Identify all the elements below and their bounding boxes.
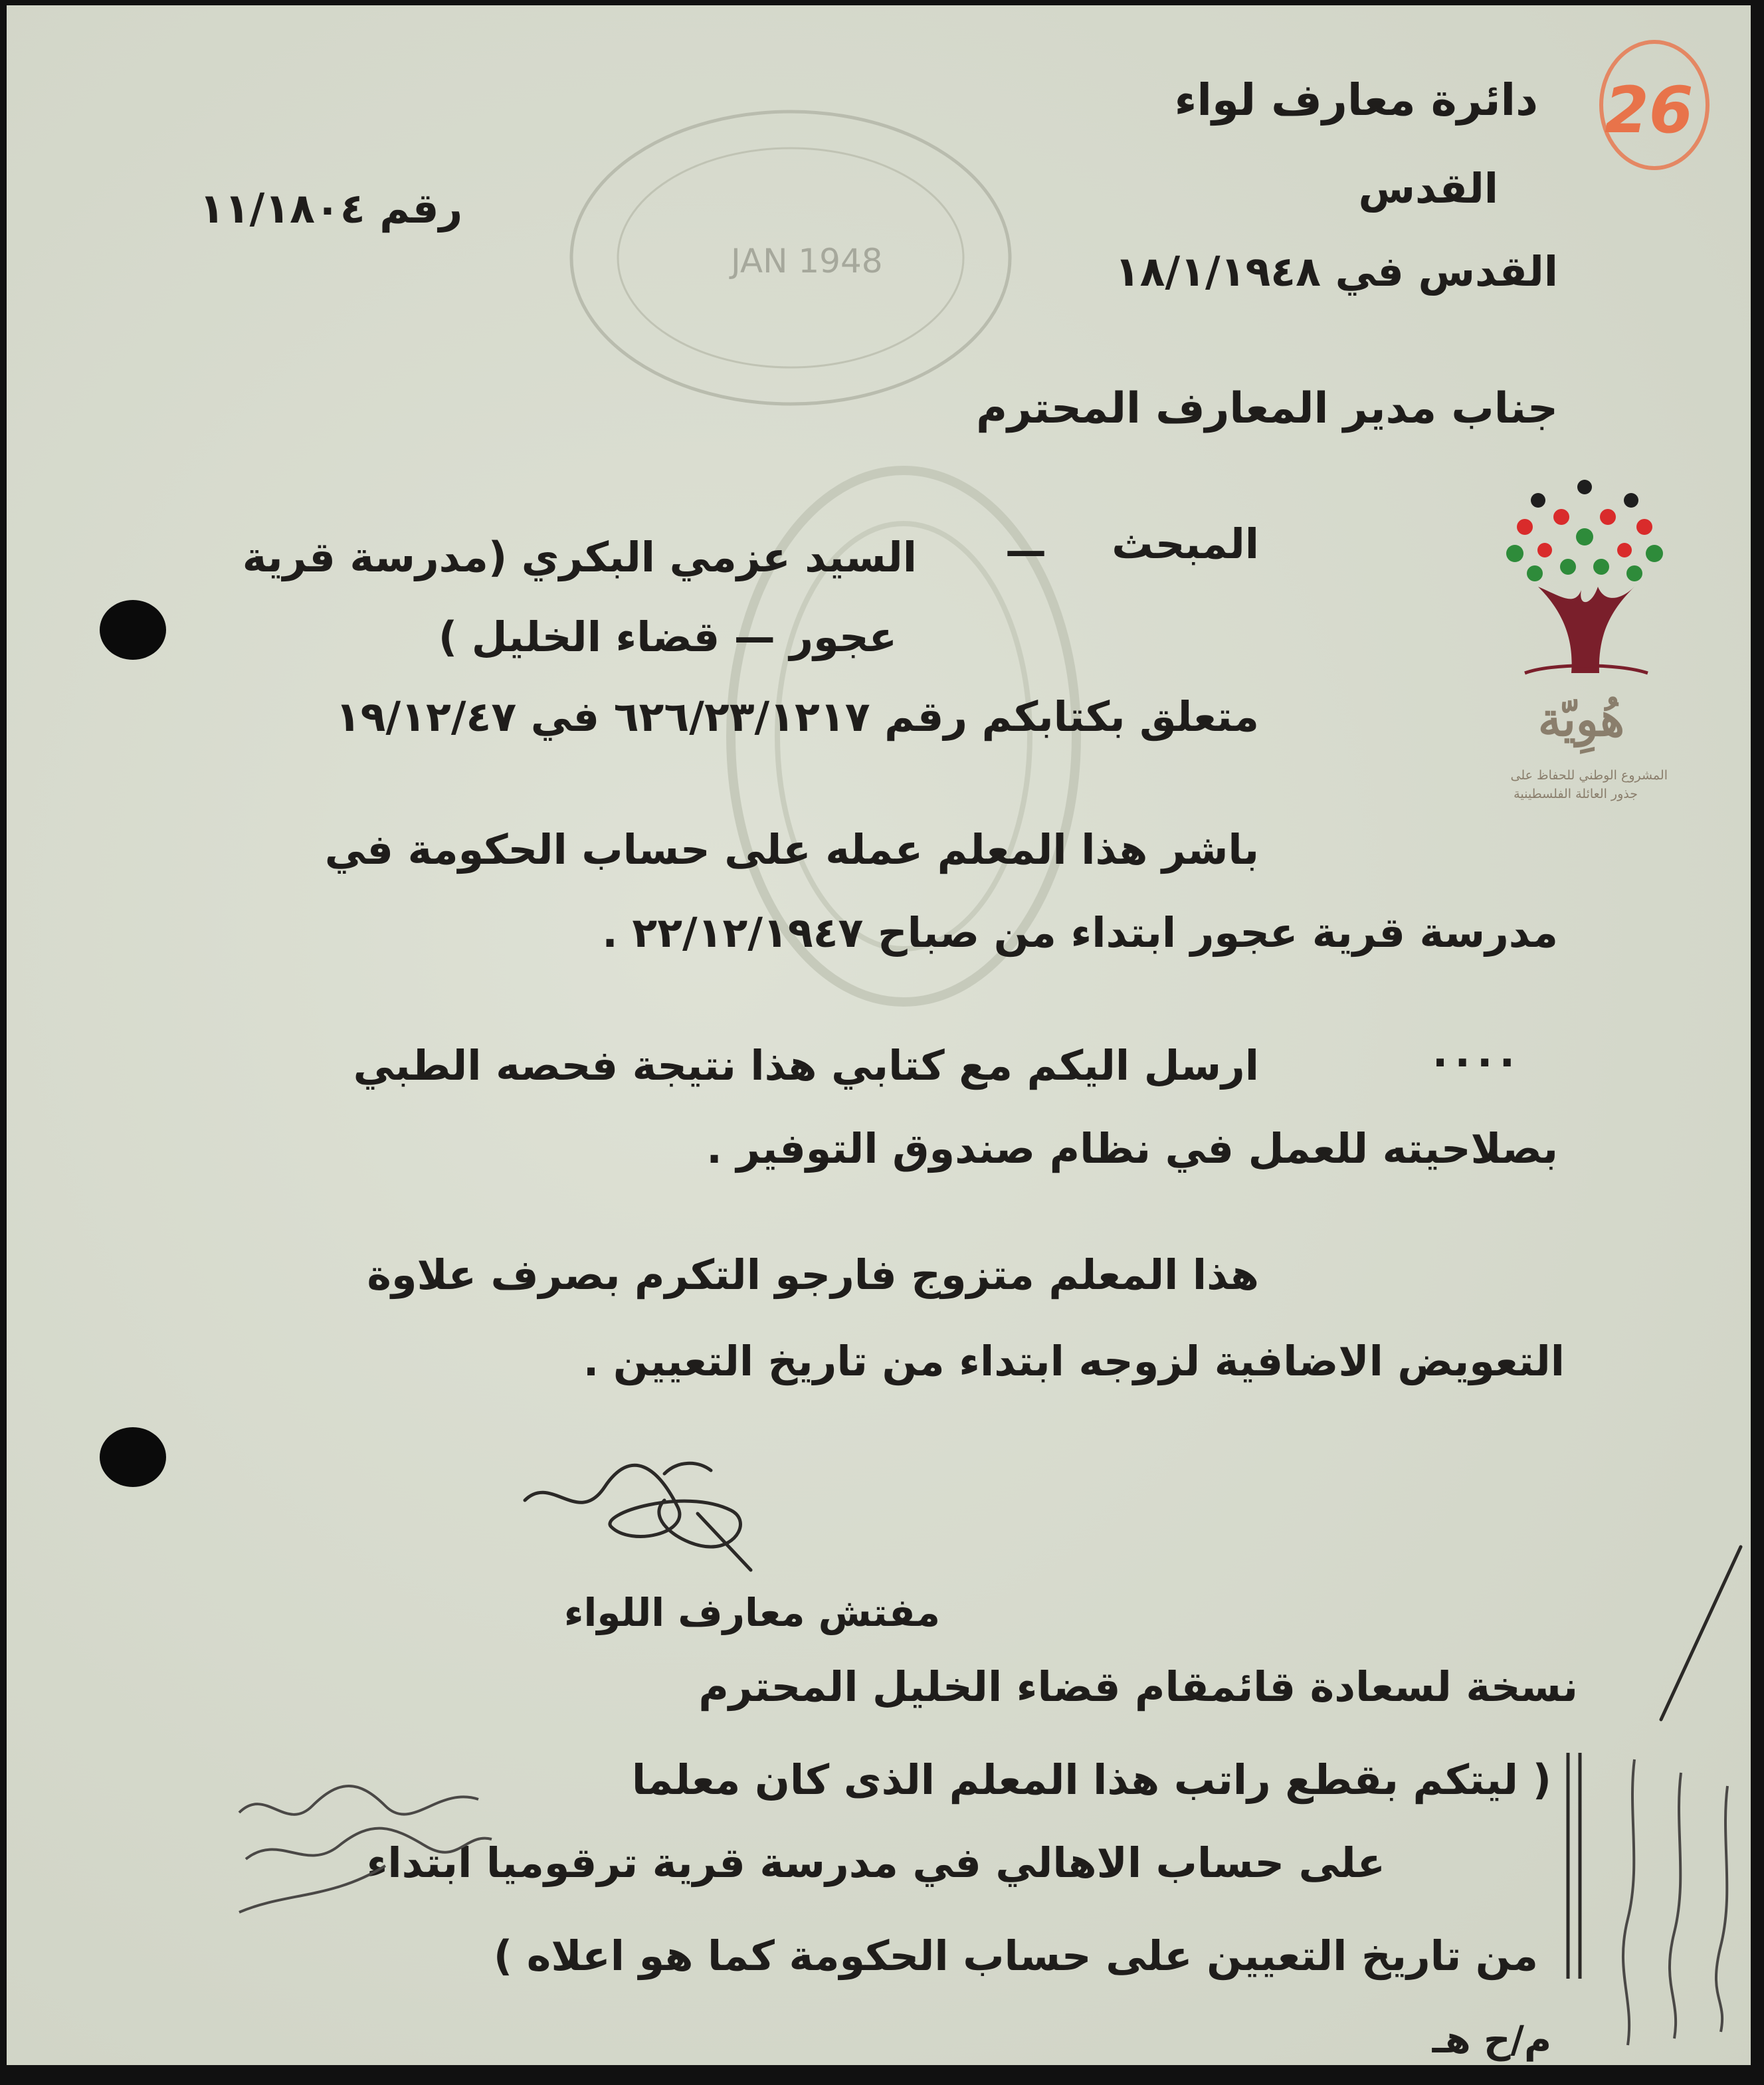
signature-title: مفتش معارف اللواء — [563, 1590, 940, 1635]
logo-name: هُوِيّة — [1537, 692, 1624, 747]
handwritten-signature — [512, 1447, 791, 1580]
paragraph-1-line-1: باشر هذا المعلم عمله على حساب الحكومة في — [324, 825, 1259, 874]
document-page — [7, 5, 1751, 2065]
logo-tagline-2: جذور العائلة الفلسطينية — [1514, 787, 1638, 801]
paragraph-2-line-2: بصلاحيته للعمل في نظام صندوق التوفير . — [706, 1124, 1558, 1173]
family-tree-logo-icon — [1498, 474, 1671, 693]
margin-bracket — [1555, 1746, 1595, 1985]
subject-reference: متعلق بكتابكم رقم ٦٢٦/٢٣/١٢١٧ في ١٩/١٢/٤٧ — [335, 692, 1259, 741]
reference-number: رقم ١١/١٨٠٤ — [199, 184, 463, 233]
paragraph-2-line-1: ارسل اليكم مع كتابي هذا نتيجة فحصه الطبي — [353, 1041, 1259, 1090]
copy-line-1: نسخة لسعادة قائمقام قضاء الخليل المحترم — [698, 1662, 1578, 1711]
subject-dash: — — [1005, 526, 1046, 575]
city-name: القدس — [1358, 164, 1498, 213]
letter-date: القدس في ١٨/١/١٩٤٨ — [1114, 247, 1558, 296]
page-number: 26 — [1605, 73, 1694, 148]
subject-label: المبحث — [1112, 520, 1259, 568]
paragraph-3-line-1: هذا المعلم متزوج فارجو التكرم بصرف علاوة — [367, 1250, 1259, 1299]
department-name: دائرة معارف لواء — [1174, 74, 1538, 126]
right-margin-handwritten-note — [1608, 1746, 1751, 2058]
received-stamp-date: JAN 1948 — [731, 242, 883, 280]
paragraph-1-line-2: مدرسة قرية عجور ابتداء من صباح ٢٢/١٢/١٩٤٧ . — [602, 908, 1558, 957]
paragraph-2-dots: .... — [1432, 1028, 1521, 1076]
paragraph-3-line-2: التعويض الاضافية لزوجه ابتداء من تاريخ التعيين . — [583, 1337, 1565, 1385]
copy-line-3: على حساب الاهالي في مدرسة قرية ترقوميا ابتداء — [366, 1838, 1385, 1887]
subject-line-2: عجور — قضاء الخليل ) — [438, 613, 897, 661]
left-margin-handwritten-note — [226, 1759, 505, 1932]
addressee: جناب مدير المعارف المحترم — [976, 384, 1558, 433]
logo-tagline-1: المشروع الوطني للحفاظ على — [1510, 768, 1668, 783]
diagonal-pen-stroke — [1654, 1540, 1747, 1726]
punch-hole-top — [100, 600, 166, 660]
subject-line-1: السيد عزمي البكري (مدرسة قرية — [242, 533, 917, 581]
copy-line-4: من تاريخ التعيين على حساب الحكومة كما هو اعلاه ) — [493, 1932, 1538, 1980]
copy-initials: م/ح هـ — [1432, 2019, 1551, 2062]
punch-hole-bottom — [100, 1427, 166, 1487]
copy-line-2: ( ليتكم بقطع راتب هذا المعلم الذى كان معلما — [631, 1755, 1551, 1804]
